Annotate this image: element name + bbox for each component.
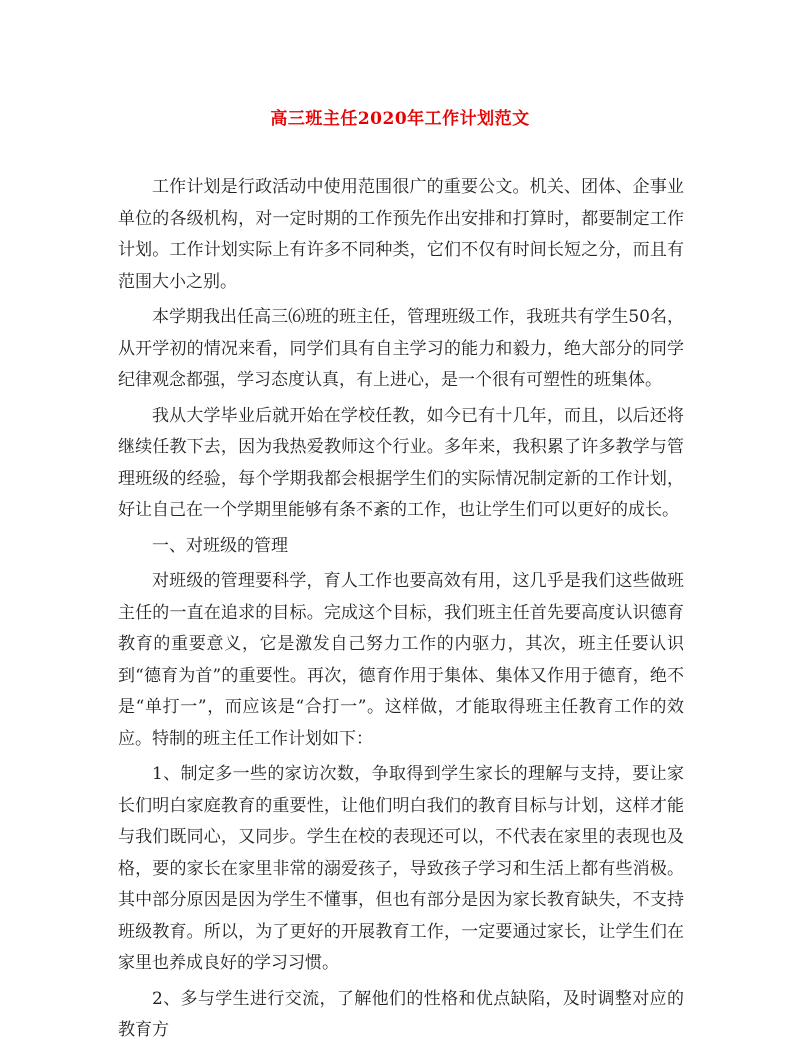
list-item-student-communication: 2、多与学生进行交流，了解他们的性格和优点缺陷，及时调整对应的教育方 [118, 988, 684, 1040]
list-item-home-visits: 1、制定多一些的家访次数，争取得到学生家长的理解与支持，要让家长们明白家庭教育的重要性，让他们明白我们的教育目标与计划，这样才能与我们既同心，又同步。学生在校的表现还可以，不代表在家里的表现也及格，要的家长在家里非常的溺爱孩子，导致孩子学习和生活上都有些消极。其中部分原因是因为学生不懂事，但也有部分是因为家长教育缺失，不支持班级教育。所以，为了更好的开展教育工作，一定要通过家长，让学生们在家里也养成良好的学习习惯。 [118, 764, 684, 973]
paragraph-intro: 工作计划是行政活动中使用范围很广的重要公文。机关、团体、企事业单位的各级机构，对一定时期的工作预先作出安排和打算时，都要制定工作计划。工作计划实际上有许多不同种类，它们不仅有时间长短之分，而且有范围大小之别。 [118, 177, 684, 292]
section-heading-class-management: 一、对班级的管理 [152, 535, 288, 556]
document-body [118, 172, 684, 1051]
document-title: 高三班主任2020年工作计划范文 [270, 109, 530, 129]
paragraph-class-overview: 本学期我出任高三⑹班的班主任，管理班级工作，我班共有学生50名，从开学初的情况来看，同学们具有自主学习的能力和毅力，绝大部分的同学纪律观念都强，学习态度认真，有上进心，是一个很有可塑性的班集体。 [118, 307, 684, 390]
paragraph-teaching-experience: 我从大学毕业后就开始在学校任教，如今已有十几年，而且，以后还将继续任教下去，因为我热爱教师这个行业。多年来，我积累了许多教学与管理班级的经验，每个学期我都会根据学生们的实际情况制定新的工作计划，好让自己在一个学期里能够有条不紊的工作，也让学生们可以更好的成长。 [118, 405, 684, 520]
paragraph-class-management: 对班级的管理要科学，育人工作也要高效有用，这几乎是我们这些做班主任的一直在追求的目标。完成这个目标，我们班主任首先要高度认识德育教育的重要意义，它是激发自己努力工作的内驱力，其次，班主任要认识到“德育为首”的重要性。再次，德育作用于集体、集体又作用于德育，绝不是“单打一”，而应该是“合打一”。这样做，才能取得班主任教育工作的效应。特制的班主任工作计划如下： [118, 571, 684, 749]
